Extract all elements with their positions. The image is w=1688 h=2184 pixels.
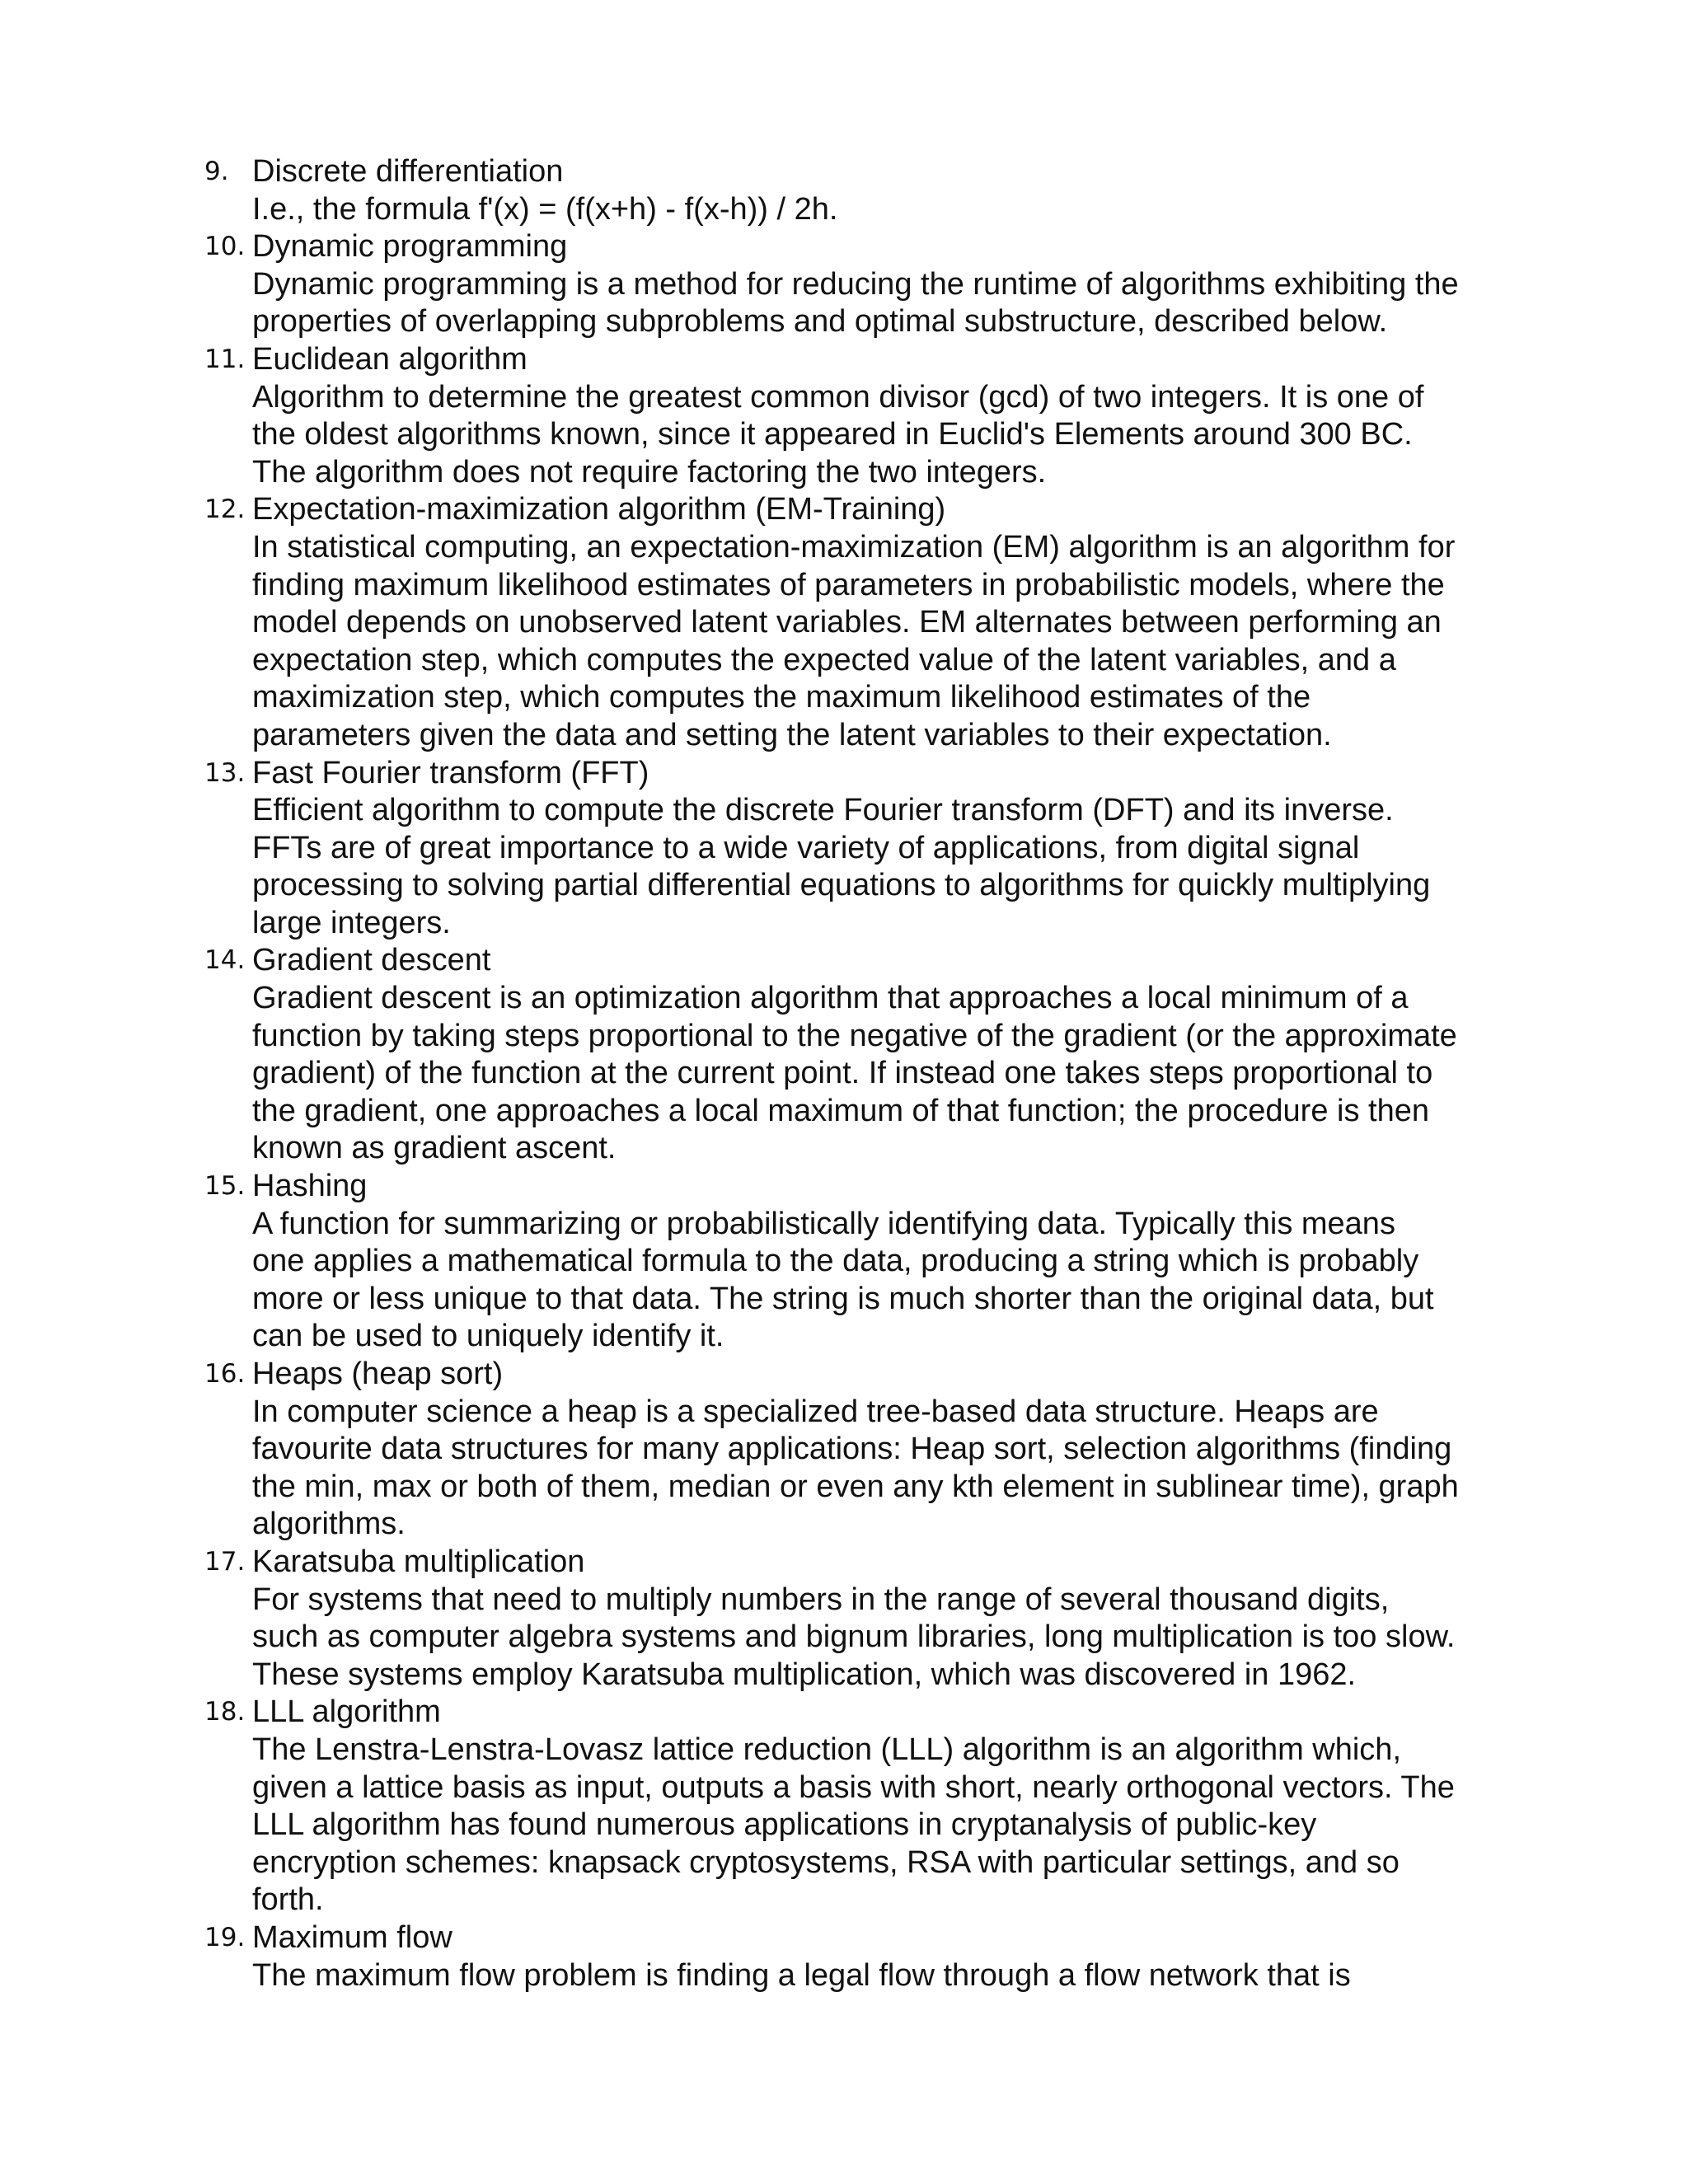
description-line: I.e., the formula f'(x) = (f(x+h) - f(x-h)) / 2h. [252,191,838,227]
item-number: 15. [204,1171,246,1202]
description-line: favourite data structures for many applications: Heap sort, selection algorithms (finding [252,1432,1452,1467]
item-description [252,379,1523,492]
list-item [204,1694,1523,1919]
description-line: known as gradient ascent. [252,1131,617,1166]
item-description [252,1957,1523,1995]
algorithm-list [204,153,1523,1994]
description-line: more or less unique to that data. The string is much shorter than the original data, but [252,1281,1434,1316]
item-title: Discrete differentiation [252,154,564,189]
description-line: finding maximum likelihood estimates of parameters in probabilistic models, where the [252,567,1445,602]
description-line: Algorithm to determine the greatest common divisor (gcd) of two integers. It is one of [252,379,1424,415]
item-description [252,1582,1523,1694]
list-item [204,228,1523,341]
description-line: encryption schemes: knapsack cryptosystems, RSA with particular settings, and so [252,1844,1400,1880]
item-number: 19. [204,1922,246,1952]
description-line: parameters given the data and setting the latent variables to their expectation. [252,717,1332,752]
item-description [252,980,1523,1168]
description-line: expectation step, which computes the expected value of the latent variables, and a [252,642,1396,677]
item-number: 14. [204,945,246,976]
description-line: The maximum flow problem is finding a legal flow through a flow network that is [252,1957,1351,1993]
item-number: 12. [204,494,246,525]
list-item [204,942,1523,1168]
item-title: Hashing [252,1169,368,1204]
description-line: The algorithm does not require factoring the two integers. [252,454,1047,490]
item-number: 10. [204,232,246,262]
description-line: In computer science a heap is a specialized tree-based data structure. Heaps are [252,1394,1379,1429]
item-number: 9. [204,157,229,186]
item-title: LLL algorithm [252,1694,441,1730]
item-description [252,1206,1523,1356]
description-line: algorithms. [252,1507,406,1542]
item-description [252,1732,1523,1919]
description-line: large integers. [252,905,451,940]
item-description [252,1394,1523,1544]
description-line: maximization step, which computes the maximum likelihood estimates of the [252,680,1311,715]
description-line: These systems employ Karatsuba multiplication, which was discovered in 1962. [252,1657,1357,1692]
description-line: FFTs are of great importance to a wide variety of applications, from digital signal [252,830,1360,865]
description-line: Gradient descent is an optimization algorithm that approaches a local minimum of a [252,981,1409,1016]
list-item [204,341,1523,491]
item-title: Gradient descent [252,943,491,978]
list-item [204,153,1523,228]
list-item [204,1544,1523,1694]
description-line: the min, max or both of them, median or even any kth element in sublinear time), graph [252,1469,1459,1504]
description-line: processing to solving partial differential equations to algorithms for quickly multiplying [252,868,1431,903]
description-line: A function for summarizing or probabilistically identifying data. Typically this means [252,1206,1395,1241]
list-item [204,755,1523,943]
description-line: Efficient algorithm to compute the discrete Fourier transform (DFT) and its inverse. [252,793,1394,828]
item-number: 13. [204,757,246,788]
list-item [204,1356,1523,1544]
description-line: model depends on unobserved latent variables. EM alternates between performing an [252,605,1442,640]
description-line: one applies a mathematical formula to the data, producing a string which is probably [252,1244,1419,1279]
item-title: Heaps (heap sort) [252,1357,504,1391]
item-title: Fast Fourier transform (FFT) [252,755,649,790]
item-title: Expectation-maximization algorithm (EM-Training) [252,492,946,527]
description-line: function by taking steps proportional to the negative of the gradient (or the approximate [252,1018,1457,1053]
item-number: 16. [204,1359,246,1389]
item-title: Maximum flow [252,1919,452,1955]
item-number: 18. [204,1697,246,1727]
item-description [252,529,1523,755]
item-number: 11. [204,344,246,374]
description-line: forth. [252,1882,324,1918]
description-line: The Lenstra-Lenstra-Lovasz lattice reduction (LLL) algorithm is an algorithm which, [252,1732,1401,1767]
list-item [204,1168,1523,1356]
description-line: such as computer algebra systems and bignum libraries, long multiplication is too slow. [252,1619,1456,1655]
description-line: given a lattice basis as input, outputs a basis with short, nearly orthogonal vectors. The [252,1769,1455,1805]
description-line: In statistical computing, an expectation-maximization (EM) algorithm is an algorithm for [252,529,1456,565]
item-title: Dynamic programming [252,229,568,265]
description-line: the oldest algorithms known, since it appeared in Euclid's Elements around 300 BC. [252,417,1413,452]
item-number: 17. [204,1546,246,1577]
description-line: gradient) of the function at the current point. If instead one takes steps proportional to [252,1056,1433,1091]
item-title: Karatsuba multiplication [252,1544,585,1579]
description-line: can be used to uniquely identify it. [252,1319,724,1354]
list-item [204,491,1523,754]
item-description [252,191,1523,229]
description-line: Dynamic programming is a method for reducing the runtime of algorithms exhibiting the [252,266,1459,302]
list-item [204,1919,1523,1994]
description-line: the gradient, one approaches a local maximum of that function; the procedure is then [252,1093,1429,1128]
item-title: Euclidean algorithm [252,341,528,377]
item-description [252,266,1523,341]
description-line: properties of overlapping subproblems and optimal substructure, described below. [252,304,1388,340]
description-line: For systems that need to multiply numbers in the range of several thousand digits, [252,1582,1390,1617]
item-description [252,792,1523,942]
description-line: LLL algorithm has found numerous applications in cryptanalysis of public-key [252,1807,1317,1843]
